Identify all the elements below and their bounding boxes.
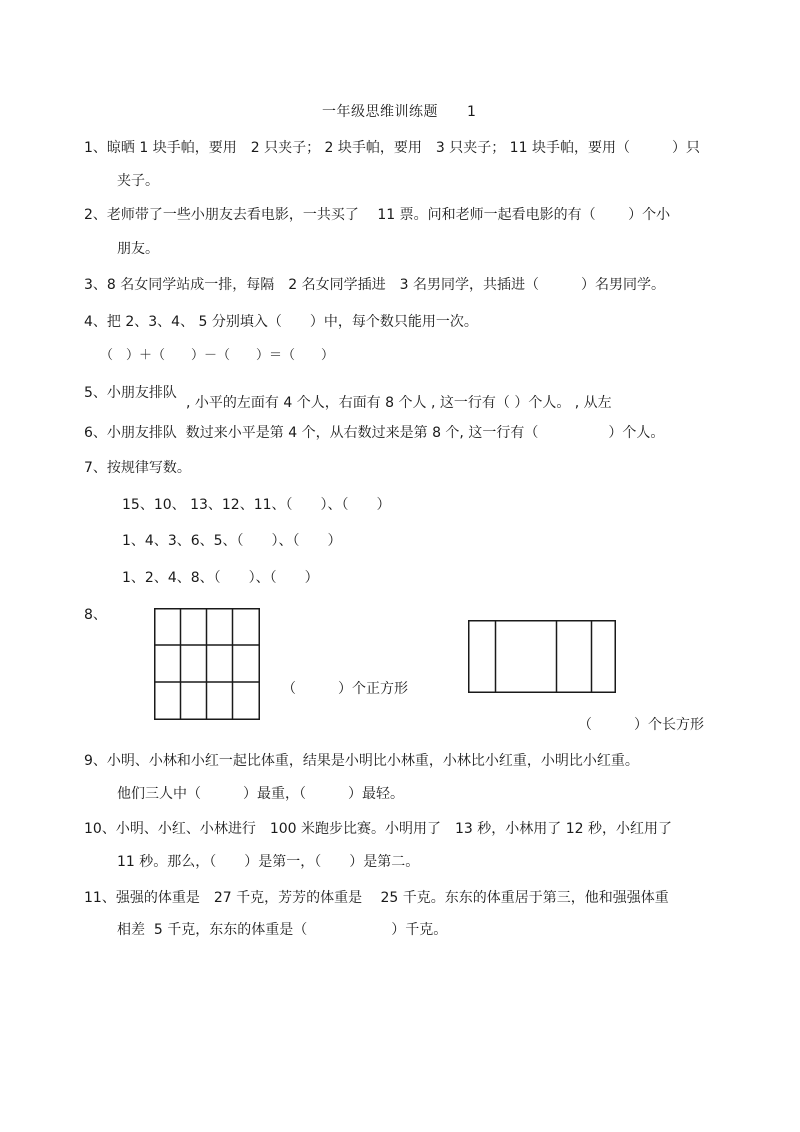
square-grid-figure [154,608,260,720]
question-7-sequence-1: 15、10、 13、12、11、（ ）、（ ） [122,497,391,513]
question-10-line-1: 10、小明、小红、小林进行 100 米跑步比赛。小明用了 13 秒，小林用了 12 秒，小红用了 [84,821,672,837]
question-7-sequence-3: 1、2、4、8、（ ）、（ ） [122,570,319,586]
question-8-label: 8、 [84,607,107,623]
rectangle-strip-figure [468,620,616,693]
question-1-line-2: 夹子。 [117,173,159,189]
question-2-line-2: 朋友。 [117,241,159,257]
question-3-line-1: 3、8 名女同学站成一排，每隔 2 名女同学插进 3 名男同学，共插进（ ）名男同学。 [84,277,665,293]
question-9-line-1: 9、小明、小林和小红一起比体重，结果是小明比小林重，小林比小红重，小明比小红重。 [84,753,639,769]
question-6-line-1: 6、小朋友排队 数过来小平是第 4 个，从右数过来是第 8 个, 这一行有（ ）个人。 [84,425,665,441]
question-1-line-1: 1、晾晒 1 块手帕，要用 2 只夹子； 2 块手帕，要用 3 只夹子； 11 块手帕，要用（ ）只 [84,140,700,156]
question-8-squares-answer: （ ）个正方形 [282,681,408,697]
question-11-line-1: 11、强强的体重是 27 千克，芳芳的体重是 25 千克。东东的体重居于第三，他和强强体重 [84,890,669,906]
question-5-text: , 小平的左面有 4 个人，右面有 8 个人 , 这一行有（ ）个人。 , 从左 [186,395,612,411]
question-9-line-2: 他们三人中（ ）最重，（ ）最轻。 [117,786,404,802]
question-7-sequence-2: 1、4、3、6、5、（ ）、（ ） [122,533,342,549]
question-2-line-1: 2、老师带了一些小朋友去看电影，一共买了 11 票。问和老师一起看电影的有（ ）个小 [84,207,671,223]
question-7-line-1: 7、按规律写数。 [84,460,191,476]
question-4-expression: （ ）＋（ ）－（ ）＝（ ） [100,348,335,363]
question-5-label: 5、小朋友排队 [84,385,177,401]
question-8-rectangles-answer: （ ）个长方形 [578,717,704,733]
question-11-line-2: 相差 5 千克，东东的体重是（ ）千克。 [117,922,448,938]
page-title: 一年级思维训练题 1 [322,104,477,120]
question-4-line-1: 4、把 2、3、4、 5 分别填入（ ）中，每个数只能用一次。 [84,314,478,330]
question-10-line-2: 11 秒。那么，（ ）是第一，（ ）是第二。 [117,854,420,870]
